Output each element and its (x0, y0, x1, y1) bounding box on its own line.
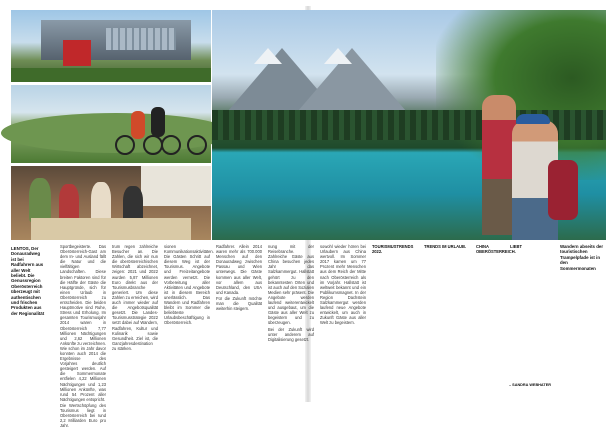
caption-right: Wandern abseits der touristischen Trampelpfade ist in den Sommermonaten (560, 244, 604, 271)
photo-museum-building (11, 10, 211, 82)
text-column-2 (112, 244, 158, 394)
text-column-7 (372, 244, 418, 394)
photo-alpine-lake-hikers (212, 10, 606, 240)
photo-cyclists (11, 85, 211, 163)
paragraph: sionen Kommunikationsaktivitäten. Die Gästen Schritt auf diesem Weg ist der Tourismus. Angebote und Freizeitangebote werden vernetzt. Die Vorbereitung aller Aktivitäten und Angebote ist in diesem Bereich unerlässlich. Das Wandern und Radfahren bleibt im Sommer die beliebteste Urlaubsbeschäftigung in Oberösterreich. (164, 244, 214, 326)
text-column-3 (164, 244, 214, 394)
caption-left: LENTOS, Der Donauradweg ist bei Radfahrern aus aller Welt beliebt. Die Genussregion Oberösterreich überzeugt mit authentischen und frischen Produkten aus der Regionalität (11, 246, 45, 316)
text-column-4 (216, 244, 262, 394)
text-column-5 (268, 244, 314, 394)
paragraph: Für die Zukunft möchte man die Qualität weiterhin steigern. (216, 295, 262, 312)
section-heading: TOURISMUSTRENDS 2022. (372, 244, 414, 255)
paragraph: Sportbegeisterte. Das Oberösterreich-Gast am dem In- und Ausland fällt die Natur und die vielfältigen Landschaften. Diese breiten Faktoren sind für die Hälfte der Gäste die Hauptgründe, sich für einen Urlaub in Oberösterreich zu entscheiden. Die beiden Hauptmotive sind Ruhe, Stress und Erholung. Im gesamten Tourismusjahr 2014 waren in Oberösterreich 7,77 Millionen Nächtigungen und 2,62 Millionen Ankünfte zu verzeichnen. Wie schon im Jahr davor konnten auch 2014 die Ergebnisse des Vorjahres deutlich gesteigert werden. Auf die Sommermonate entfielen 4,22 Millionen Nächtigungen und 1,23 Millionen Ankünfte, was rund 54 Prozent aller Nächtigungen entspricht. (60, 244, 106, 402)
section-heading: TRENDS IM URLAUB. (424, 244, 467, 249)
paragraph: Radfahrer. Allein 2014 waren mehr als 700.000 Menschen auf den Donauradweg zwischen Passau und Wien unterwegs. Die Gäste kommen aus aller Welt, vor allem aus Deutschland, den USA und Kanada. (216, 244, 262, 295)
photo-people-dining (11, 166, 211, 240)
section-heading: CHINA LIEBT OBERÖSTERREICH. (476, 244, 522, 255)
text-column-9 (476, 244, 522, 394)
paragraph: Bei der Zukunft wird unter anderem auf Digitalisierung gesetzt. (268, 326, 314, 342)
paragraph: trum regen zahlreiche Besucher an. Die Zahlen, die sich wir nun die oberösterreichischen Wirtschaft abzeichnet, zeigen: 2021 und 2022 wurden 5,87 Millionen Euro direkt aus der Tourismusbranche generiert. Um diese Zahlen zu erreichen, wird auch immer wieder auf die Angebotsqualität gesetzt. Die Landes-Tourismusstrategie 2022 setzt dabei auf Wandern, Radfahren, Kultur und Kulinarik sowie Gesundheit. Ziel ist, die Ganzjahresdestination zu stärken. (112, 244, 158, 351)
author-signature: – SANDRA WEBHATER (509, 383, 551, 387)
text-column-6 (320, 244, 366, 394)
paragraph: Die Wertschöpfung des Tourismus liegt in Oberösterreich bei rund 2,2 Milliarden Euro pro Jahr. (60, 402, 106, 428)
text-column-8 (424, 244, 470, 394)
paragraph: nung mit der Reisebranche. Zahlreiche Gäste aus China besuchen jedes Jahr das Salzkammergut. Hallstatt gehört zu den bekanntesten Orten und ist auch auf den Sozialen Medien sehr präsent. Die Angebote werden laufend weiterentwickelt und ausgebaut, um die Gäste aus aller Welt zu begeistern und zu überzeugen. (268, 244, 314, 326)
paragraph: sowohl wieder hören bei Urlaubern aus China wertvoll. Im Sommer 2017 kamen um 77 Prozent mehr Menschen aus dem Reich der Mitte nach Oberösterreich als im Vorjahr. Hallstatt ist weltweit bekannt und ein Publikumsmagnet. In der Region Dachstein Salzkammergut werden laufend neue Angebote entwickelt, um auch in Zukunft Gäste aus aller Welt zu begeistern. (320, 244, 366, 326)
text-column-1 (60, 244, 106, 428)
